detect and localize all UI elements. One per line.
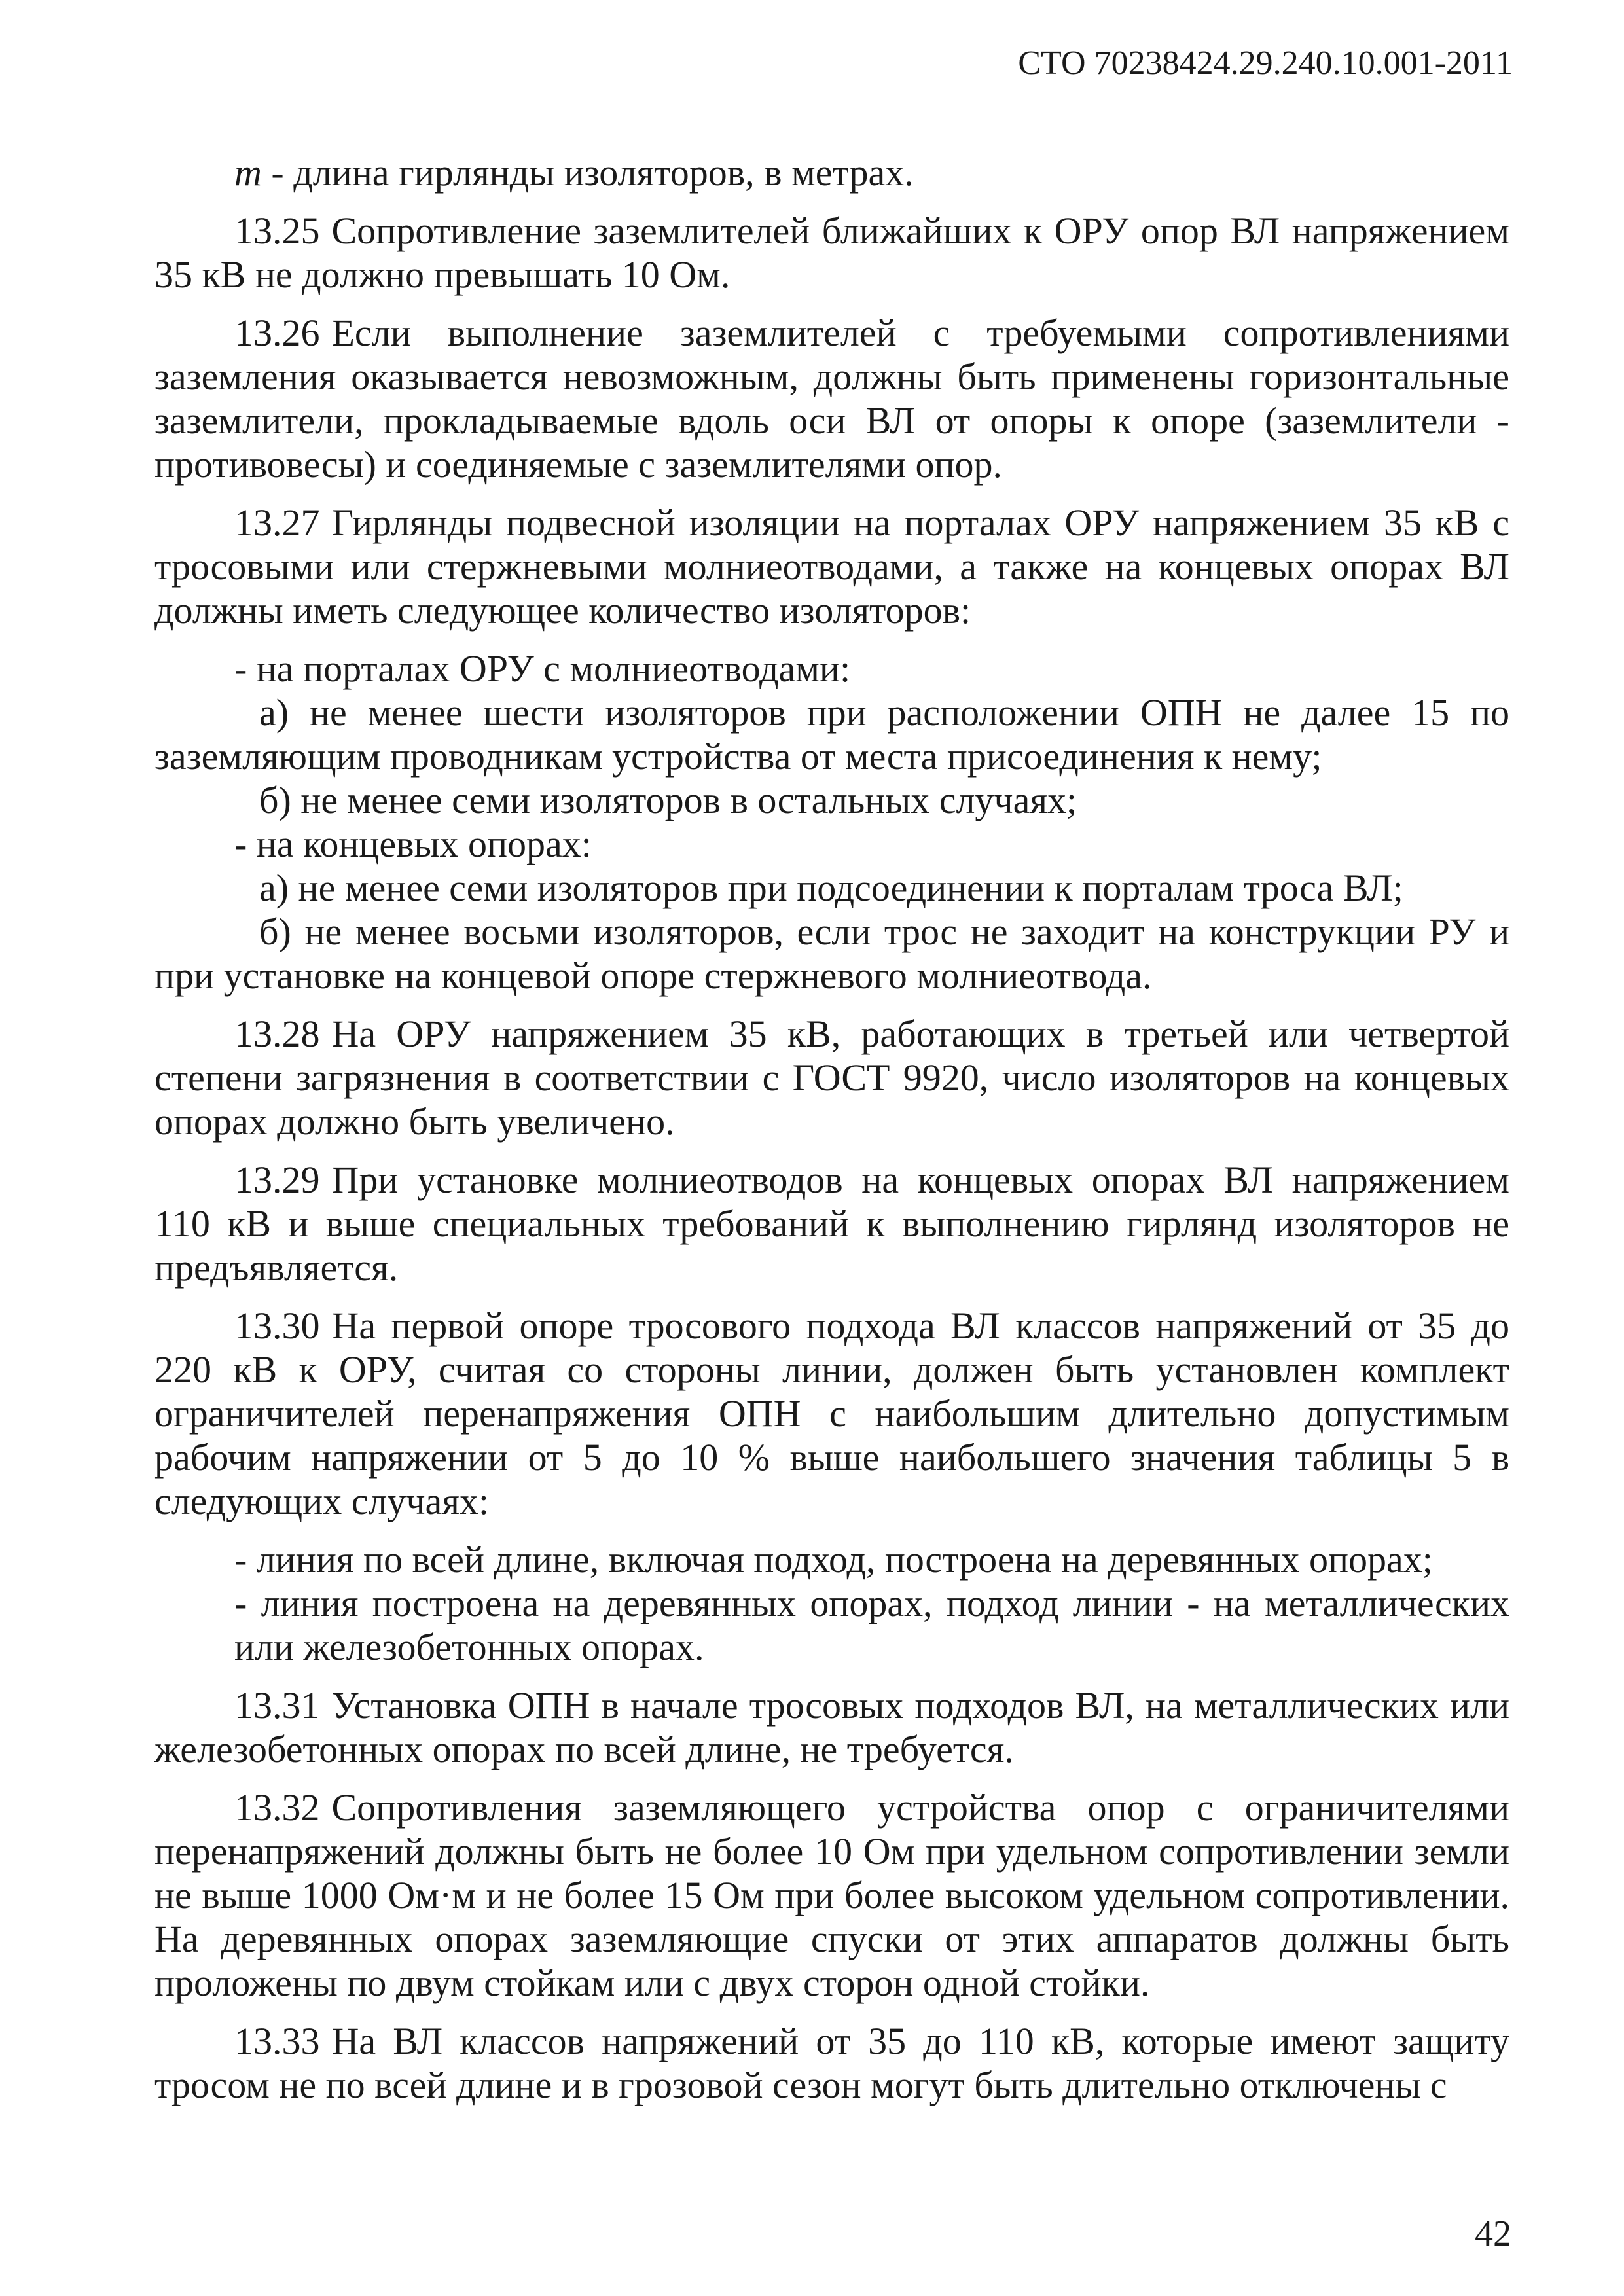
clause-13-27: [154, 501, 1509, 632]
list-item: - на порталах ОРУ с молниеотводами:: [234, 647, 851, 690]
clause-number: 13.30: [234, 1304, 320, 1347]
clause-number: 13.31: [234, 1684, 320, 1727]
list-item: а) не менее шести изоляторов при расположении ОПН не далее 15 по заземляющим проводникам устройства от места присоединения к нему;: [154, 691, 1509, 778]
clause-text: Сопротивления заземляющего устройства опор с ограничителями перенапряжений должны быть не более 10 Ом при удельном сопротивлении земли не выше 1000 Ом·м и не более 15 Ом при более высоком удельном сопротивлении. На деревянных опорах заземляющие спуски от этих аппаратов должны быть проложены по двум стойкам или с двух сторон одной стойки.: [154, 1786, 1509, 2004]
page-number: 42: [1475, 2214, 1511, 2254]
clause-text: Сопротивление заземлителей ближайших к ОРУ опор ВЛ напряжением 35 кВ не должно превышать 10 Ом.: [154, 209, 1509, 296]
list-item: - на концевых опорах:: [234, 823, 592, 865]
clause-13-32: [154, 1785, 1509, 2005]
clause-13-33: [154, 2019, 1509, 2107]
list-item: б) не менее восьми изоляторов, если трос не заходит на конструкции РУ и при установке на концевой опоре стержневого молниеотвода.: [154, 910, 1509, 997]
variable-symbol: m: [234, 151, 262, 194]
clause-number: 13.26: [234, 312, 320, 354]
clause-number: 13.32: [234, 1786, 320, 1829]
clause-13-30: [154, 1304, 1509, 1523]
clause-text: Если выполнение заземлителей с требуемыми сопротивлениями заземления оказывается невозможным, должны быть применены горизонтальные заземлители, прокладываемые вдоль оси ВЛ от опоры к опоре (заземлители - противовесы) и соединяемые с заземлителями опор.: [154, 312, 1509, 486]
clause-text: При установке молниеотводов на концевых опорах ВЛ напряжением 110 кВ и выше специальных требований к выполнению гирлянд изоляторов не предъявляется.: [154, 1158, 1509, 1289]
variable-description: - длина гирлянды изоляторов, в метрах.: [261, 151, 914, 194]
clause-text: Установка ОПН в начале тросовых подходов ВЛ, на металлических или железобетонных опорах по всей длине, не требуется.: [154, 1684, 1509, 1770]
document-body: [154, 151, 1509, 2107]
clause-number: 13.27: [234, 501, 320, 544]
list-item: б) не менее семи изоляторов в остальных случаях;: [259, 779, 1077, 821]
variable-definition: [154, 151, 1509, 194]
clause-text: Гирлянды подвесной изоляции на порталах ОРУ напряжением 35 кВ с тросовыми или стержневыми молниеотводами, а также на концевых опорах ВЛ должны иметь следующее количество изоляторов:: [154, 501, 1509, 632]
clause-number: 13.25: [234, 209, 320, 252]
document-code-header: СТО 70238424.29.240.10.001-2011: [1018, 45, 1513, 82]
clause-number: 13.29: [234, 1158, 320, 1201]
clause-13-30-list: [154, 1537, 1509, 1669]
clause-number: 13.33: [234, 2020, 320, 2062]
clause-13-31: [154, 1683, 1509, 1771]
clause-13-29: [154, 1158, 1509, 1289]
clause-number: 13.28: [234, 1013, 320, 1055]
list-item: - линия построена на деревянных опорах, подход линии - на металлических или железобетонных опорах.: [234, 1582, 1509, 1668]
clause-text: На ОРУ напряжением 35 кВ, работающих в третьей или четвертой степени загрязнения в соответствии с ГОСТ 9920, число изоляторов на концевых опорах должно быть увеличено.: [154, 1013, 1509, 1143]
clause-13-27-list: [154, 647, 1509, 997]
clause-text: На ВЛ классов напряжений от 35 до 110 кВ, которые имеют защиту тросом не по всей длине и в грозовой сезон могут быть длительно отключены с: [154, 2020, 1509, 2106]
list-item: - линия по всей длине, включая подход, построена на деревянных опорах;: [234, 1538, 1433, 1581]
list-item: а) не менее семи изоляторов при подсоединении к порталам троса ВЛ;: [259, 867, 1403, 909]
clause-text: На первой опоре тросового подхода ВЛ классов напряжений от 35 до 220 кВ к ОРУ, считая со стороны линии, должен быть установлен комплект ограничителей перенапряжения ОПН с наибольшим длительно допустимым рабочим напряжении от 5 до 10 % выше наибольшего значения таблицы 5 в следующих случаях:: [154, 1304, 1509, 1522]
clause-13-25: [154, 209, 1509, 296]
clause-13-28: [154, 1012, 1509, 1143]
clause-13-26: [154, 311, 1509, 486]
